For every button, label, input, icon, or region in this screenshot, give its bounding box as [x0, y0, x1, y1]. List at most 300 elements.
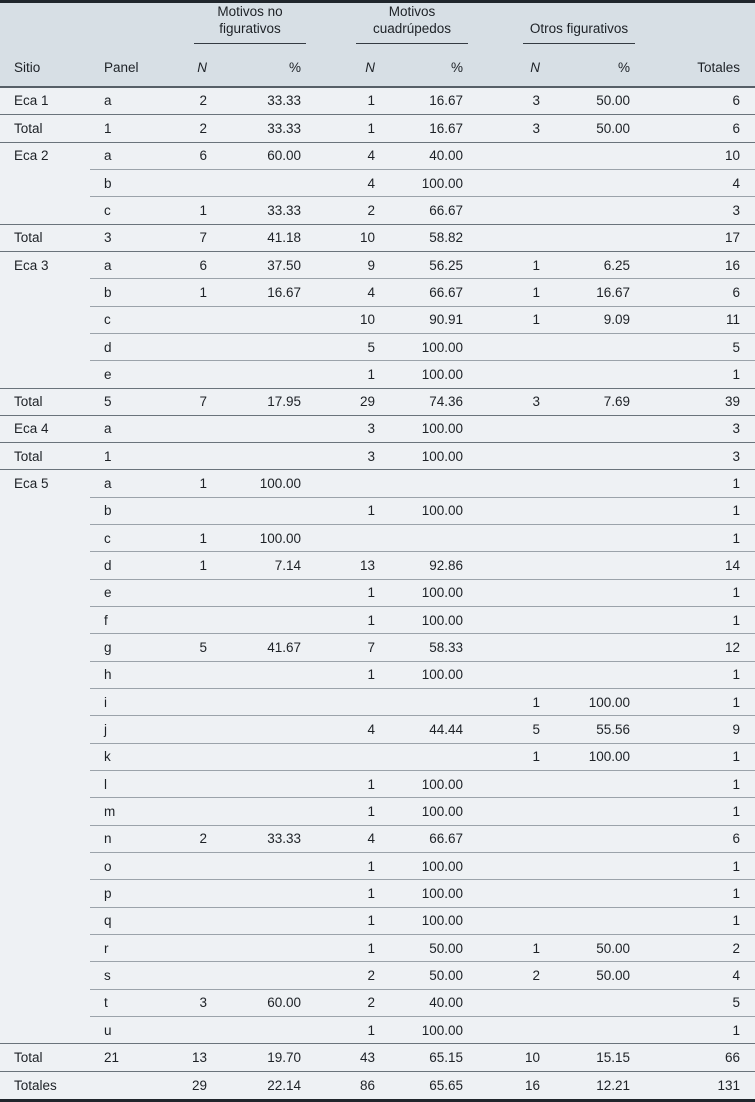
cell-pct-no-figurativos: 17.95 [212, 388, 306, 415]
cell-sitio: Total [0, 388, 90, 415]
table-row [0, 87, 755, 115]
col-header-totales: Totales [635, 50, 755, 87]
cell-sitio: Eca 4 [0, 415, 90, 442]
cell-pct-no-figurativos: 19.70 [212, 1044, 306, 1071]
cell-pct-no-figurativos: 22.14 [212, 1071, 306, 1100]
cell-pct-otros [545, 634, 635, 661]
cell-n-cuadrupedos: 29 [306, 388, 380, 415]
cell-sitio [0, 962, 90, 989]
cell-totales: 1 [635, 743, 755, 770]
cell-n-no-figurativos: 6 [162, 251, 212, 278]
cell-n-cuadrupedos: 86 [306, 1071, 380, 1100]
cell-pct-no-figurativos: 7.14 [212, 552, 306, 579]
cell-pct-cuadrupedos: 66.67 [380, 197, 468, 224]
table-row [0, 1017, 755, 1044]
cell-pct-no-figurativos: 60.00 [212, 142, 306, 169]
cell-panel: c [90, 197, 162, 224]
cell-panel: g [90, 634, 162, 661]
total-row [0, 224, 755, 251]
cell-sitio [0, 333, 90, 360]
cell-n-no-figurativos [162, 361, 212, 388]
cell-pct-otros [545, 607, 635, 634]
cell-totales: 4 [635, 962, 755, 989]
total-row [0, 115, 755, 142]
cell-n-cuadrupedos: 2 [306, 962, 380, 989]
cell-n-no-figurativos [162, 306, 212, 333]
col-header-n-1: N [162, 50, 212, 87]
cell-sitio: Eca 5 [0, 470, 90, 497]
table-row [0, 607, 755, 634]
cell-pct-cuadrupedos: 100.00 [380, 607, 468, 634]
cell-n-no-figurativos: 7 [162, 224, 212, 251]
cell-pct-otros: 7.69 [545, 388, 635, 415]
cell-n-otros: 1 [468, 279, 545, 306]
cell-n-cuadrupedos: 3 [306, 443, 380, 470]
cell-n-no-figurativos: 5 [162, 634, 212, 661]
cell-panel: m [90, 798, 162, 825]
cell-n-otros [468, 771, 545, 798]
cell-n-cuadrupedos: 4 [306, 825, 380, 852]
cell-pct-cuadrupedos: 100.00 [380, 1017, 468, 1044]
cell-totales: 9 [635, 716, 755, 743]
cell-n-otros: 2 [468, 962, 545, 989]
cell-pct-no-figurativos [212, 661, 306, 688]
cell-n-cuadrupedos: 4 [306, 169, 380, 196]
table-row [0, 497, 755, 524]
cell-totales: 12 [635, 634, 755, 661]
cell-panel: b [90, 169, 162, 196]
cell-pct-cuadrupedos: 100.00 [380, 497, 468, 524]
cell-totales: 6 [635, 279, 755, 306]
cell-sitio [0, 361, 90, 388]
cell-n-no-figurativos [162, 880, 212, 907]
cell-n-no-figurativos: 1 [162, 197, 212, 224]
cell-n-no-figurativos: 1 [162, 525, 212, 552]
cell-pct-no-figurativos [212, 607, 306, 634]
cell-pct-no-figurativos: 33.33 [212, 825, 306, 852]
cell-pct-otros: 15.15 [545, 1044, 635, 1071]
cell-n-otros [468, 197, 545, 224]
cell-n-otros [468, 853, 545, 880]
cell-pct-otros: 50.00 [545, 115, 635, 142]
cell-n-otros [468, 907, 545, 934]
cell-pct-cuadrupedos: 100.00 [380, 169, 468, 196]
cell-sitio [0, 525, 90, 552]
cell-n-cuadrupedos: 1 [306, 880, 380, 907]
cell-n-cuadrupedos: 1 [306, 115, 380, 142]
table-body [0, 87, 755, 1101]
cell-n-otros [468, 415, 545, 442]
cell-n-no-figurativos [162, 497, 212, 524]
cell-pct-otros [545, 224, 635, 251]
cell-n-no-figurativos [162, 169, 212, 196]
cell-n-cuadrupedos: 1 [306, 497, 380, 524]
cell-pct-no-figurativos: 33.33 [212, 115, 306, 142]
cell-n-cuadrupedos: 3 [306, 415, 380, 442]
cell-n-otros [468, 579, 545, 606]
cell-pct-cuadrupedos: 16.67 [380, 115, 468, 142]
cell-panel: c [90, 306, 162, 333]
cell-pct-otros [545, 825, 635, 852]
cell-totales: 1 [635, 1017, 755, 1044]
cell-pct-cuadrupedos: 44.44 [380, 716, 468, 743]
cell-totales: 3 [635, 443, 755, 470]
cell-pct-otros [545, 470, 635, 497]
cell-n-no-figurativos: 1 [162, 470, 212, 497]
cell-panel: b [90, 497, 162, 524]
cell-n-otros: 1 [468, 306, 545, 333]
cell-n-no-figurativos [162, 607, 212, 634]
cell-sitio: Eca 3 [0, 251, 90, 278]
cell-panel: p [90, 880, 162, 907]
cell-sitio: Total [0, 115, 90, 142]
col-header-pct-1: % [212, 50, 306, 87]
cell-pct-no-figurativos: 33.33 [212, 197, 306, 224]
cell-pct-no-figurativos [212, 1017, 306, 1044]
cell-pct-cuadrupedos: 58.33 [380, 634, 468, 661]
cell-totales: 17 [635, 224, 755, 251]
cell-totales: 1 [635, 579, 755, 606]
cell-n-no-figurativos: 2 [162, 825, 212, 852]
cell-pct-cuadrupedos: 100.00 [380, 415, 468, 442]
cell-panel: l [90, 771, 162, 798]
column-group-label: Otros figurativos [523, 20, 635, 43]
cell-pct-cuadrupedos: 40.00 [380, 989, 468, 1016]
cell-n-no-figurativos [162, 771, 212, 798]
cell-n-cuadrupedos [306, 689, 380, 716]
cell-totales: 4 [635, 169, 755, 196]
table-row [0, 169, 755, 196]
cell-n-cuadrupedos: 4 [306, 716, 380, 743]
cell-panel: 3 [90, 224, 162, 251]
col-header-pct-2: % [380, 50, 468, 87]
cell-pct-otros [545, 771, 635, 798]
cell-pct-otros [545, 169, 635, 196]
cell-n-otros: 16 [468, 1071, 545, 1100]
cell-pct-otros [545, 552, 635, 579]
cell-panel: a [90, 142, 162, 169]
cell-sitio [0, 743, 90, 770]
cell-totales: 39 [635, 388, 755, 415]
cell-totales: 3 [635, 415, 755, 442]
cell-n-otros [468, 552, 545, 579]
cell-n-cuadrupedos: 1 [306, 1017, 380, 1044]
table-row [0, 579, 755, 606]
cell-pct-no-figurativos [212, 443, 306, 470]
cell-panel: f [90, 607, 162, 634]
table-row [0, 825, 755, 852]
cell-n-otros [468, 525, 545, 552]
cell-totales: 1 [635, 361, 755, 388]
cell-panel: a [90, 87, 162, 115]
cell-n-cuadrupedos: 4 [306, 142, 380, 169]
cell-pct-no-figurativos [212, 880, 306, 907]
table-row [0, 689, 755, 716]
cell-sitio [0, 771, 90, 798]
cell-n-no-figurativos: 7 [162, 388, 212, 415]
cell-sitio [0, 197, 90, 224]
cell-n-no-figurativos [162, 1017, 212, 1044]
cell-pct-cuadrupedos: 100.00 [380, 661, 468, 688]
col-header-panel: Panel [90, 50, 162, 87]
cell-n-cuadrupedos: 13 [306, 552, 380, 579]
table-row [0, 880, 755, 907]
cell-pct-no-figurativos [212, 962, 306, 989]
cell-pct-cuadrupedos [380, 525, 468, 552]
cell-panel: t [90, 989, 162, 1016]
cell-n-cuadrupedos: 1 [306, 771, 380, 798]
cell-panel: u [90, 1017, 162, 1044]
cell-n-otros: 5 [468, 716, 545, 743]
cell-pct-otros [545, 361, 635, 388]
cell-sitio [0, 607, 90, 634]
cell-sitio: Eca 1 [0, 87, 90, 115]
cell-pct-cuadrupedos: 100.00 [380, 853, 468, 880]
cell-n-cuadrupedos: 1 [306, 661, 380, 688]
cell-sitio [0, 279, 90, 306]
table-row [0, 962, 755, 989]
cell-n-otros [468, 825, 545, 852]
table-row [0, 771, 755, 798]
header-corner-right [635, 2, 755, 50]
cell-n-otros [468, 169, 545, 196]
cell-panel [90, 1071, 162, 1100]
cell-pct-otros: 100.00 [545, 689, 635, 716]
cell-pct-no-figurativos: 60.00 [212, 989, 306, 1016]
cell-pct-cuadrupedos: 58.82 [380, 224, 468, 251]
cell-sitio: Total [0, 1044, 90, 1071]
cell-n-otros: 3 [468, 87, 545, 115]
cell-sitio [0, 169, 90, 196]
cell-n-no-figurativos: 1 [162, 279, 212, 306]
cell-pct-cuadrupedos: 100.00 [380, 579, 468, 606]
cell-panel: a [90, 251, 162, 278]
cell-n-otros [468, 443, 545, 470]
cell-n-otros: 1 [468, 689, 545, 716]
cell-totales: 3 [635, 197, 755, 224]
cell-n-otros: 1 [468, 743, 545, 770]
cell-totales: 10 [635, 142, 755, 169]
cell-pct-otros [545, 798, 635, 825]
cell-n-no-figurativos [162, 907, 212, 934]
cell-panel: e [90, 579, 162, 606]
cell-sitio [0, 661, 90, 688]
cell-totales: 6 [635, 115, 755, 142]
cell-totales: 1 [635, 689, 755, 716]
cell-pct-no-figurativos [212, 743, 306, 770]
cell-panel: c [90, 525, 162, 552]
cell-sitio: Total [0, 443, 90, 470]
col-header-sitio: Sitio [0, 50, 90, 87]
table-row [0, 907, 755, 934]
cell-panel: 21 [90, 1044, 162, 1071]
cell-totales: 5 [635, 989, 755, 1016]
cell-n-cuadrupedos: 10 [306, 224, 380, 251]
cell-n-no-figurativos: 29 [162, 1071, 212, 1100]
cell-n-otros [468, 333, 545, 360]
column-group-motivos-no-figurativos [162, 2, 306, 50]
cell-totales: 1 [635, 853, 755, 880]
table-header [0, 2, 755, 87]
cell-pct-otros [545, 443, 635, 470]
cell-sitio: Eca 2 [0, 142, 90, 169]
table-row [0, 197, 755, 224]
cell-pct-cuadrupedos: 100.00 [380, 361, 468, 388]
header-corner [0, 2, 162, 50]
cell-pct-no-figurativos: 16.67 [212, 279, 306, 306]
table-row [0, 525, 755, 552]
cell-pct-otros [545, 989, 635, 1016]
cell-n-no-figurativos [162, 743, 212, 770]
cell-n-otros: 3 [468, 115, 545, 142]
cell-totales: 1 [635, 470, 755, 497]
cell-totales: 1 [635, 525, 755, 552]
total-row [0, 443, 755, 470]
table-row [0, 743, 755, 770]
cell-n-otros: 10 [468, 1044, 545, 1071]
cell-totales: 5 [635, 333, 755, 360]
cell-pct-no-figurativos [212, 771, 306, 798]
cell-panel: 5 [90, 388, 162, 415]
cell-n-otros [468, 1017, 545, 1044]
table-row [0, 251, 755, 278]
cell-n-cuadrupedos: 4 [306, 279, 380, 306]
cell-pct-no-figurativos: 41.18 [212, 224, 306, 251]
total-row [0, 388, 755, 415]
cell-pct-no-figurativos [212, 907, 306, 934]
cell-pct-no-figurativos [212, 169, 306, 196]
cell-n-no-figurativos [162, 415, 212, 442]
cell-n-otros: 1 [468, 935, 545, 962]
cell-n-no-figurativos [162, 853, 212, 880]
cell-pct-otros [545, 907, 635, 934]
cell-n-cuadrupedos: 1 [306, 361, 380, 388]
cell-panel: b [90, 279, 162, 306]
total-row [0, 1044, 755, 1071]
cell-sitio [0, 579, 90, 606]
cell-panel: i [90, 689, 162, 716]
cell-pct-cuadrupedos [380, 689, 468, 716]
cell-pct-otros: 55.56 [545, 716, 635, 743]
cell-pct-cuadrupedos: 16.67 [380, 87, 468, 115]
cell-n-no-figurativos: 2 [162, 115, 212, 142]
cell-panel: 1 [90, 443, 162, 470]
cell-totales: 14 [635, 552, 755, 579]
cell-totales: 1 [635, 607, 755, 634]
cell-n-no-figurativos [162, 443, 212, 470]
cell-pct-cuadrupedos: 74.36 [380, 388, 468, 415]
cell-totales: 131 [635, 1071, 755, 1100]
cell-n-otros: 3 [468, 388, 545, 415]
cell-sitio [0, 798, 90, 825]
cell-sitio [0, 825, 90, 852]
cell-n-cuadrupedos: 10 [306, 306, 380, 333]
cell-pct-cuadrupedos: 66.67 [380, 279, 468, 306]
column-header-row [0, 50, 755, 87]
column-group-otros-figurativos [468, 2, 635, 50]
cell-totales: 1 [635, 497, 755, 524]
cell-pct-no-figurativos: 100.00 [212, 525, 306, 552]
cell-n-otros [468, 634, 545, 661]
cell-pct-otros: 50.00 [545, 935, 635, 962]
cell-pct-no-figurativos [212, 306, 306, 333]
cell-sitio [0, 880, 90, 907]
column-group-label: Motivos no figurativos [194, 3, 306, 44]
cell-n-cuadrupedos: 43 [306, 1044, 380, 1071]
cell-n-no-figurativos: 1 [162, 552, 212, 579]
cell-sitio [0, 989, 90, 1016]
cell-pct-otros [545, 333, 635, 360]
cell-pct-otros: 100.00 [545, 743, 635, 770]
cell-totales: 11 [635, 306, 755, 333]
table-row [0, 798, 755, 825]
cell-pct-cuadrupedos: 40.00 [380, 142, 468, 169]
cell-n-no-figurativos: 2 [162, 87, 212, 115]
cell-pct-cuadrupedos: 100.00 [380, 771, 468, 798]
cell-pct-otros [545, 497, 635, 524]
cell-pct-no-figurativos: 41.67 [212, 634, 306, 661]
table-row [0, 634, 755, 661]
cell-n-cuadrupedos [306, 470, 380, 497]
cell-panel: d [90, 333, 162, 360]
cell-sitio [0, 853, 90, 880]
cell-panel: 1 [90, 115, 162, 142]
cell-n-otros [468, 607, 545, 634]
col-header-n-2: N [306, 50, 380, 87]
cell-n-otros [468, 470, 545, 497]
cell-pct-no-figurativos: 33.33 [212, 87, 306, 115]
cell-n-cuadrupedos [306, 743, 380, 770]
cell-totales: 1 [635, 661, 755, 688]
cell-panel: d [90, 552, 162, 579]
cell-pct-cuadrupedos: 100.00 [380, 798, 468, 825]
cell-pct-otros: 9.09 [545, 306, 635, 333]
cell-n-cuadrupedos: 2 [306, 197, 380, 224]
cell-n-cuadrupedos: 1 [306, 907, 380, 934]
cell-pct-cuadrupedos [380, 470, 468, 497]
table-row [0, 853, 755, 880]
cell-pct-no-figurativos [212, 716, 306, 743]
cell-pct-cuadrupedos: 50.00 [380, 935, 468, 962]
cell-panel: a [90, 415, 162, 442]
col-header-pct-3: % [545, 50, 635, 87]
cell-sitio [0, 306, 90, 333]
cell-panel: h [90, 661, 162, 688]
table-row [0, 279, 755, 306]
cell-sitio [0, 634, 90, 661]
cell-n-otros [468, 661, 545, 688]
cell-n-no-figurativos: 3 [162, 989, 212, 1016]
cell-pct-cuadrupedos: 90.91 [380, 306, 468, 333]
cell-n-no-figurativos: 13 [162, 1044, 212, 1071]
cell-n-no-figurativos [162, 935, 212, 962]
cell-panel: k [90, 743, 162, 770]
table-row [0, 361, 755, 388]
table-row [0, 552, 755, 579]
cell-pct-otros [545, 853, 635, 880]
cell-pct-cuadrupedos: 100.00 [380, 880, 468, 907]
total-row [0, 1071, 755, 1100]
cell-pct-cuadrupedos: 65.15 [380, 1044, 468, 1071]
cell-sitio [0, 497, 90, 524]
cell-n-no-figurativos [162, 661, 212, 688]
table-row [0, 935, 755, 962]
cell-totales: 1 [635, 798, 755, 825]
table-row [0, 142, 755, 169]
cell-pct-otros: 50.00 [545, 962, 635, 989]
cell-totales: 2 [635, 935, 755, 962]
cell-pct-no-figurativos [212, 361, 306, 388]
